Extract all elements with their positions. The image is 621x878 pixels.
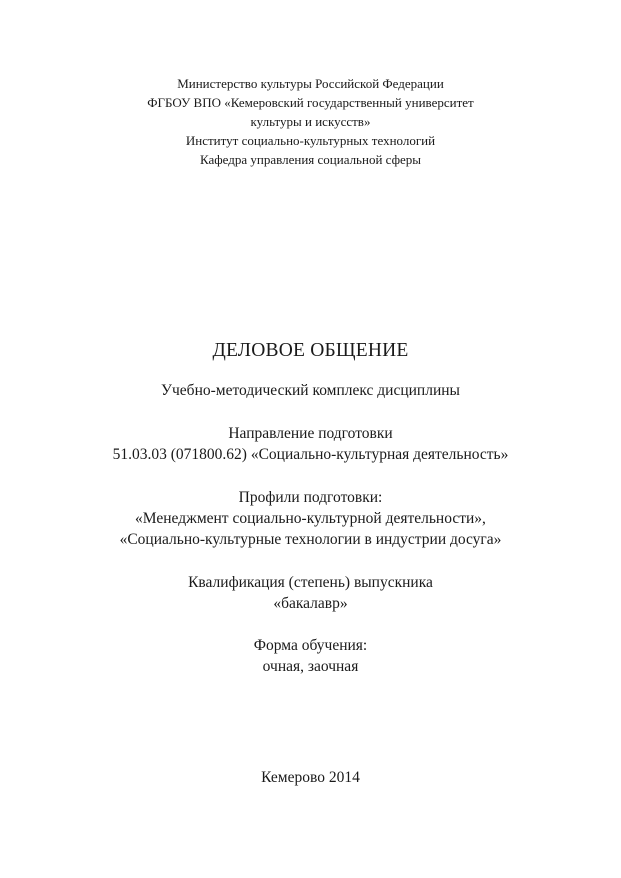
document-subtitle: Учебно-методический комплекс дисциплины (161, 382, 460, 399)
profile-item-2: «Социально-культурные технологии в индустрии досуга» (119, 531, 502, 548)
study-form-value: очная, заочная (262, 658, 359, 675)
institute-line: Институт социально-культурных технологий (185, 133, 436, 148)
study-form-label: Форма обучения: (253, 637, 368, 654)
university-line-2: культуры и искусств» (250, 114, 371, 129)
university-line-1: ФГБОУ ВПО «Кемеровский государственный университет (147, 95, 474, 110)
direction-label: Направление подготовки (228, 425, 393, 442)
profile-item-1: «Менеджмент социально-культурной деятельности», (135, 510, 486, 527)
ministry-line: Министерство культуры Российской Федерации (177, 76, 444, 91)
city-year: Кемерово 2014 (261, 769, 360, 786)
profiles-label: Профили подготовки: (238, 489, 383, 506)
qualification-value: «бакалавр» (273, 595, 348, 612)
document-title: ДЕЛОВОЕ ОБЩЕНИЕ (212, 340, 409, 361)
direction-value: 51.03.03 (071800.62) «Социально-культурная деятельность» (112, 446, 509, 463)
qualification-label: Квалификация (степень) выпускника (188, 574, 433, 591)
department-line: Кафедра управления социальной сферы (199, 152, 422, 167)
